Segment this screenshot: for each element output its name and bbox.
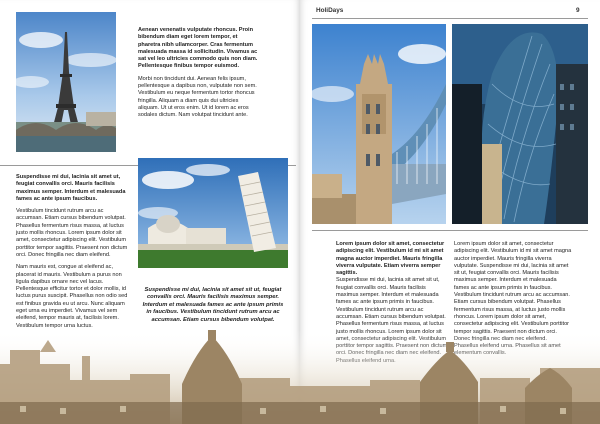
left-column-bold: Suspendisse mi dui, lacinia sit amet ut, feugiat convallis orci. Mauris facilisis maximus semper. Interdum et malesuada fames ac ante ipsum faucibus. [16,174,126,202]
right-column-1-bold: Lorem ipsum dolor sit amet, consectetur adipiscing elit. Vestibulum id mi sit amet magna auctor imperdiet. Mauris fringilla viverra vulputate. Etiam viverra semper sagittis. [336,241,445,277]
running-header-title: HoliDays [316,7,344,14]
right-column-2-body: Lorem ipsum dolor sit amet, consectetur adipiscing elit. Vestibulum id mi sit amet magna auctor imperdiet. Mauris fringilla viverra vulputate. Suspendisse mi dui, lacinia sit amet sit ut, feugiat convallis orci. Mauris facilisis maximus semper. Interdum et malesuada fames ac ante ipsum primis in faucibus. Vestibulum tincidunt rutrum arcu ac accumsan. Etiam cursus bibendum volutpat. Phasellus fermentum risus massa, at luctus justo mollis rhoncus. Lorem ipsum dolor sit amet, consectetur adipiscing elit. Vestibulum porttitor [454,241,572,328]
header-rule [312,18,588,19]
tower-bridge-photo [312,24,446,224]
left-column-body-2: Nam mauris est, congue at eleifend ac, placerat id mauris. Vestibulum a purus non ligula dapibus ornare nec vel lacus. Pellentesque efficitur tortor et dolor mollis, id luctus purus suscipit. Phasellus non odio sed est finibus gravida eu ut arcu. Nunc aliquam eget urna eu imperdiet. Vivamus vel sem eleifend, tempor mauris at, facilisis lorem. Vestibulum tempor urna luctus. [16,264,128,329]
left-column-body: Vestibulum tincidunt rutrum arcu ac accumsan. Etiam cursus bibendum volutpat. Phasellus fermentum risus massa, at luctus justo mollis rhoncus. Lorem ipsum dolor sit amet, consectetur adipiscing elit. Vestibulum porttitor tempor sagittis. Praesent non dictum orci. Donec fringilla nec diam eleifend. [16,208,128,258]
intro-text [138,27,258,125]
gherkin-photo [452,24,588,224]
right-column-1-body: Suspendisse mi dui, lacinia sit amet sit ut, feugiat convallis orci. Mauris facilisis maximus semper. Interdum et malesuada fames ac ante ipsum primis in faucibus. Vestibulum tincidunt rutrum arcu ac accumsan. Etiam cursus bibendum volutpat. Phasellus fermentum risus massa, at luctus [336,277,446,328]
page-number: 9 [576,7,580,14]
pisa-tower-photo [138,158,288,268]
pisa-caption: Suspendisse mi dui, lacinia sit amet sit ut, feugiat convallis orci. Mauris facilisis maximus semper. Interdum et malesuada fames ac ante ipsum primis in faucibus. Vestibulum tincidunt rutrum arcu ac accumsan. Etiam cursus bibendum volutpat. [142,287,284,323]
left-column-text [16,174,128,335]
right-divider [312,230,588,231]
eiffel-tower-photo [16,12,116,152]
rome-skyline-photo [0,330,600,424]
intro-bold-paragraph: Aenean venenatis vulputate rhoncus. Proin bibendum diam eget lorem tempor, et pharetra nibh ullamcorper. Cras fermentum malesuada massa id sollicitudin. Vivamus ac sat vel leo ultricies commodo quis non diam. Pellentesque finibus tempor euismod. [138,27,258,70]
intro-body-paragraph: Morbi non tincidunt dui. Aenean felis ipsum, pellentesque a dapibus non, vulputate non sem. Vestibulum eu neque fermentum tortor rhoncus fringilla. Aliquam a diam quis dui ultricies aliquam. Ut ut eros enim. Ut id lorem ac eros sodales dictum. Nam volutpat tincidunt ante. [138,75,257,119]
